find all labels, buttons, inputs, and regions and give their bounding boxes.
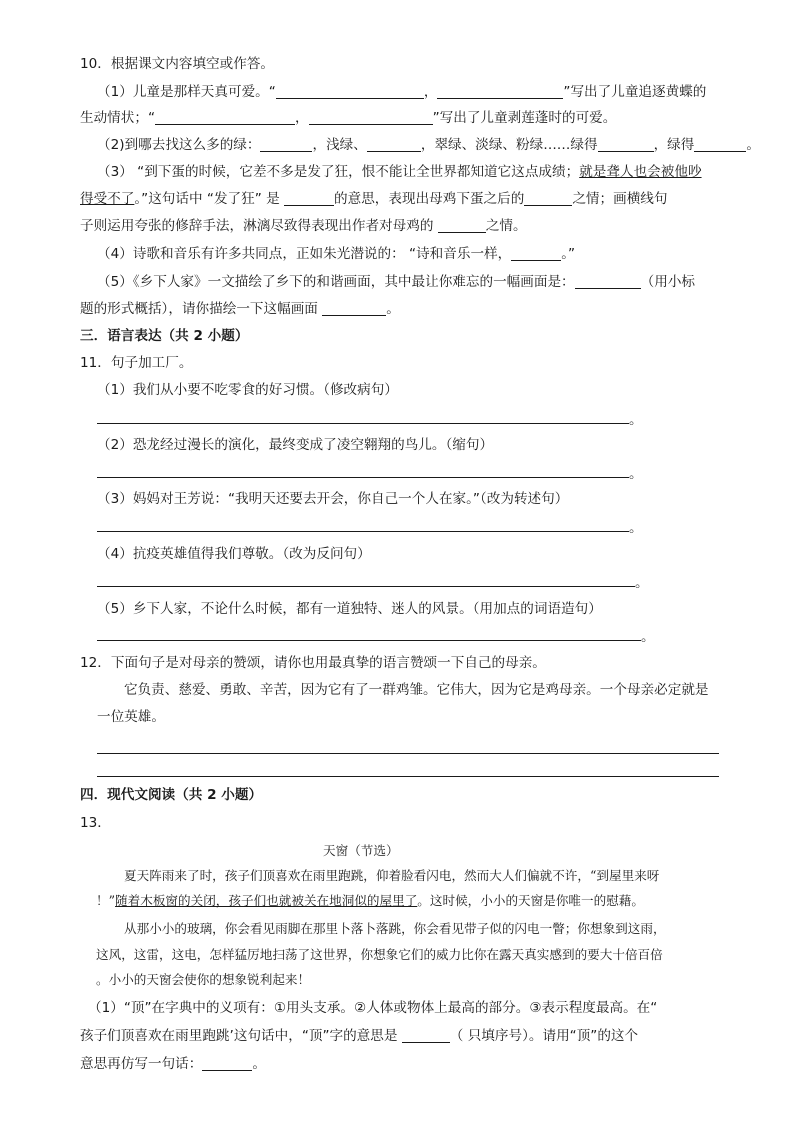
underlined-sentence: 就是聋人也会被他吵 — [579, 164, 702, 180]
q10-part1-line2: 生动情状；“ ， ”写出了儿童剥莲蓬时的可爱。 — [80, 110, 617, 126]
q11-answer-line-2: 。 — [97, 465, 643, 483]
q12-answer-line-2 — [97, 764, 719, 782]
answer-line[interactable] — [97, 775, 719, 777]
section-3-title: 三．语言表达（共 2 小题） — [80, 328, 249, 344]
q13-number: 13． — [80, 815, 111, 831]
blank-13b[interactable] — [202, 1056, 252, 1071]
q10-part3-line2: 得受不了。”这句话中 “发了狂” 是 的意思，表现出母鸡下蛋之后的 之情；画横线句 — [80, 191, 668, 207]
answer-line[interactable] — [97, 422, 629, 424]
passage-p2-line1: 从那小小的玻璃，你会看见雨脚在那里卜落卜落跳，你会看见带子似的闪电一瞥；你想象到这雨， — [124, 921, 666, 936]
passage-p1-line2: ！”随着木板窗的关闭，孩子们也就被关在地洞似的屋里了。这时候，小小的天窗是你唯一的慰藉。 — [96, 893, 644, 908]
q13-sub1-line3: 意思再仿写一句话： 。 — [80, 1056, 266, 1072]
blank-13a[interactable] — [402, 1028, 450, 1043]
q11-item-2: （2）恐龙经过漫长的演化，最终变成了凌空翱翔的鸟儿。（缩句） — [97, 437, 494, 453]
q10-part5-line1: （5）《乡下人家》一文描绘了乡下的和谐画面，其中最让你难忘的一幅画面是： （用小标 — [97, 274, 696, 290]
passage-title: 天窗（节选） — [323, 843, 399, 858]
q12-quote-line1: 它负责、慈爱、勇敢、辛苦，因为它有了一群鸡雏。它伟大，因为它是鸡母亲。一个母亲必定就是 — [124, 682, 709, 698]
blank-2d[interactable] — [694, 137, 746, 152]
blank-3a[interactable] — [284, 191, 334, 206]
blank-2c[interactable] — [598, 137, 654, 152]
answer-line[interactable] — [97, 476, 629, 478]
q12-stem: 12．下面句子是对母亲的赞颂，请你也用最真挚的语言赞颂一下自己的母亲。 — [80, 655, 546, 671]
blank-1c[interactable] — [155, 110, 295, 125]
q11-item-1: （1）我们从小要不吃零食的好习惯。（修改病句） — [97, 382, 398, 398]
blank-3c[interactable] — [438, 218, 486, 233]
passage-p1-line1: 夏天阵雨来了时，孩子们顶喜欢在雨里跑跳，仰着脸看闪电，然而大人们偏就不许，“到屋里来呀 — [124, 868, 660, 883]
q11-item-5: （5）乡下人家，不论什么时候，都有一道独特、迷人的风景。（用加点的词语造句） — [97, 601, 602, 617]
q10-part1-line1: （1）儿童是那样天真可爱。“ ， ”写出了儿童追逐黄蝶的 — [97, 84, 707, 100]
q10-stem: 10．根据课文内容填空或作答。 — [80, 56, 275, 72]
q11-answer-line-1: 。 — [97, 411, 643, 429]
answer-line[interactable] — [97, 752, 719, 754]
q11-item-4: （4）抗疫英雄值得我们尊敬。（改为反问句） — [97, 546, 371, 562]
answer-line[interactable] — [97, 530, 629, 532]
q12-answer-line-1 — [97, 741, 719, 759]
answer-line[interactable] — [97, 585, 635, 587]
q12-quote-line2: 一位英雄。 — [97, 709, 165, 725]
blank-2a[interactable] — [260, 137, 312, 152]
passage-p2-line3: 。小小的天窗会使你的想象锐利起来！ — [96, 972, 311, 987]
blank-4a[interactable] — [511, 246, 561, 261]
blank-2b[interactable] — [367, 137, 421, 152]
q11-answer-line-5: 。 — [97, 628, 655, 646]
passage-p2-line2: 这风，这雷，这电，怎样猛厉地扫荡了这世界，你想象它们的威力比你在露天真实感到的要大十倍百倍 — [96, 947, 663, 962]
blank-1d[interactable] — [309, 110, 433, 125]
blank-1b[interactable] — [437, 84, 563, 99]
q10-part4: （4）诗歌和音乐有许多共同点，正如朱光潜说的： “诗和音乐一样， 。” — [97, 246, 576, 262]
q11-answer-line-3: 。 — [97, 519, 643, 537]
q11-stem: 11．句子加工厂。 — [80, 355, 193, 371]
q13-sub1-line2: 孩子们顶喜欢在雨里跑跳’这句话中，“顶”字的意思是 （ 只填序号）。请用“顶”的这个 — [80, 1028, 639, 1044]
blank-1a[interactable] — [276, 84, 424, 99]
blank-5b[interactable] — [322, 301, 386, 316]
q11-answer-line-4: 。 — [97, 574, 649, 592]
q11-item-3: （3）妈妈对王芳说：“我明天还要去开会，你自己一个人在家。”（改为转述句） — [97, 491, 569, 507]
q13-sub1-line1: （1）“顶”在字典中的义项有：①用头支承。②人体或物体上最高的部分。③表示程度最高。在“ — [88, 1000, 658, 1016]
section-4-title: 四．现代文阅读（共 2 小题） — [80, 787, 263, 803]
blank-5a[interactable] — [575, 274, 641, 289]
q10-part5-line2: 题的形式概括），请你描绘一下这幅画面 。 — [80, 301, 400, 317]
underlined-passage-sentence: 随着木板窗的关闭，孩子们也就被关在地洞似的屋里了 — [115, 893, 418, 908]
q10-part2: （2)到哪去找这么多的绿： ，浅绿、 ，翠绿、淡绿、粉绿……绿得 ，绿得 。 — [97, 137, 760, 153]
answer-line[interactable] — [97, 639, 641, 641]
q10-part3-line1: （3） “到下蛋的时候，它差不多是发了狂，恨不能让全世界都知道它这点成绩；就是聋人也会被他吵 — [97, 164, 702, 180]
blank-3b[interactable] — [524, 191, 572, 206]
q10-part3-line3: 子则运用夸张的修辞手法，淋漓尽致得表现出作者对母鸡的 之情。 — [80, 218, 527, 234]
